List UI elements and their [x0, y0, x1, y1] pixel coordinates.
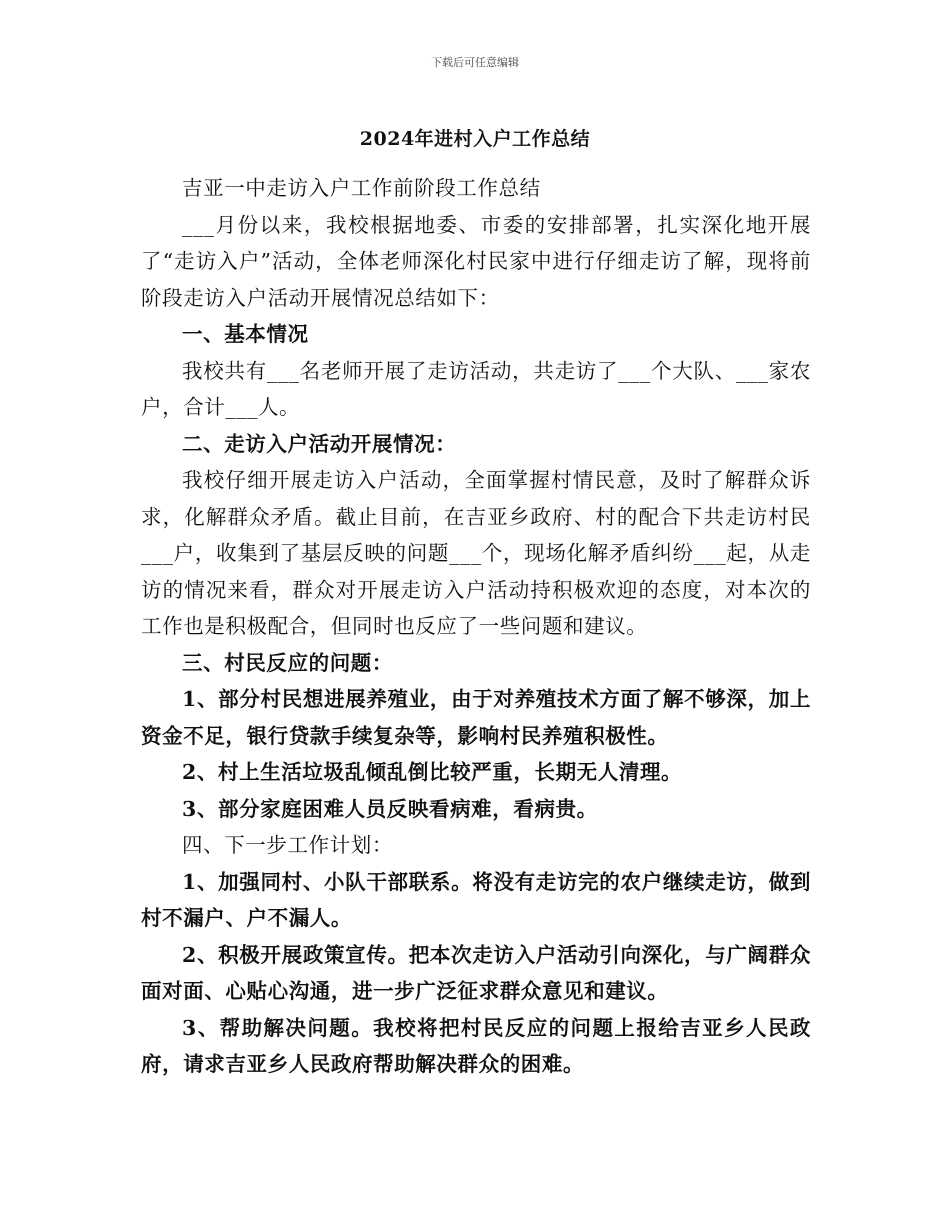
- paragraph-subtitle: 吉亚一中走访入户工作前阶段工作总结: [182, 176, 541, 200]
- paragraph-activity: 我校仔细开展走访入户活动，全面掌握村情民意，及时了解群众诉求，化解群众矛盾。截止目前，在吉亚乡政府、村的配合下共走访村民___户，收集到了基层反映的问题___个，现场化解矛盾纠纷___起，从走访的情况来看，群众对开展走访入户活动持积极欢迎的态度，对本次的工作也是积极配合，但同时也反应了一些问题和建议。: [141, 468, 811, 638]
- paragraph-intro: ___月份以来，我校根据地委、市委的安排部署，扎实深化地开展了“走访入户”活动，全体老师深化村民家中进行仔细走访了解，现将前阶段走访入户活动开展情况总结如下：: [141, 212, 811, 310]
- problem-item-3: 3、部分家庭困难人员反映看病难，看病贵。: [182, 796, 598, 821]
- section-heading-plan: 四、下一步工作计划：: [182, 833, 393, 857]
- plan-item-2: 2、积极开展政策宣传。把本次走访入户活动引向深化，与广阔群众面对面、心贴心沟通，进一步广泛征求群众意见和建议。: [141, 942, 811, 1003]
- document-title: 2024年进村入户工作总结: [359, 128, 591, 150]
- problem-item-2: 2、村上生活垃圾乱倾乱倒比较严重，长期无人清理。: [182, 760, 683, 784]
- document-body: [141, 170, 811, 1083]
- section-heading-activity: 二、走访入户活动开展情况：: [182, 431, 457, 456]
- problem-item-1: 1、部分村民想进展养殖业，由于对养殖技术方面了解不够深，加上资金不足，银行贷款手续复杂等，影响村民养殖积极性。: [141, 687, 811, 748]
- section-heading-problems: 三、村民反应的问题：: [182, 650, 393, 675]
- paragraph-basic: 我校共有___名老师开展了走访活动，共走访了___个大队、___家农户，合计___人。: [141, 358, 811, 419]
- plan-item-3: 3、帮助解决问题。我校将把村民反应的问题上报给吉亚乡人民政府，请求吉亚乡人民政府帮助解决群众的困难。: [141, 1015, 811, 1076]
- header-note: 下载后可任意编辑: [431, 56, 519, 69]
- plan-item-1: 1、加强同村、小队干部联系。将没有走访完的农户继续走访，做到村不漏户、户不漏人。: [141, 869, 811, 930]
- section-heading-basic: 一、基本情况: [182, 322, 309, 346]
